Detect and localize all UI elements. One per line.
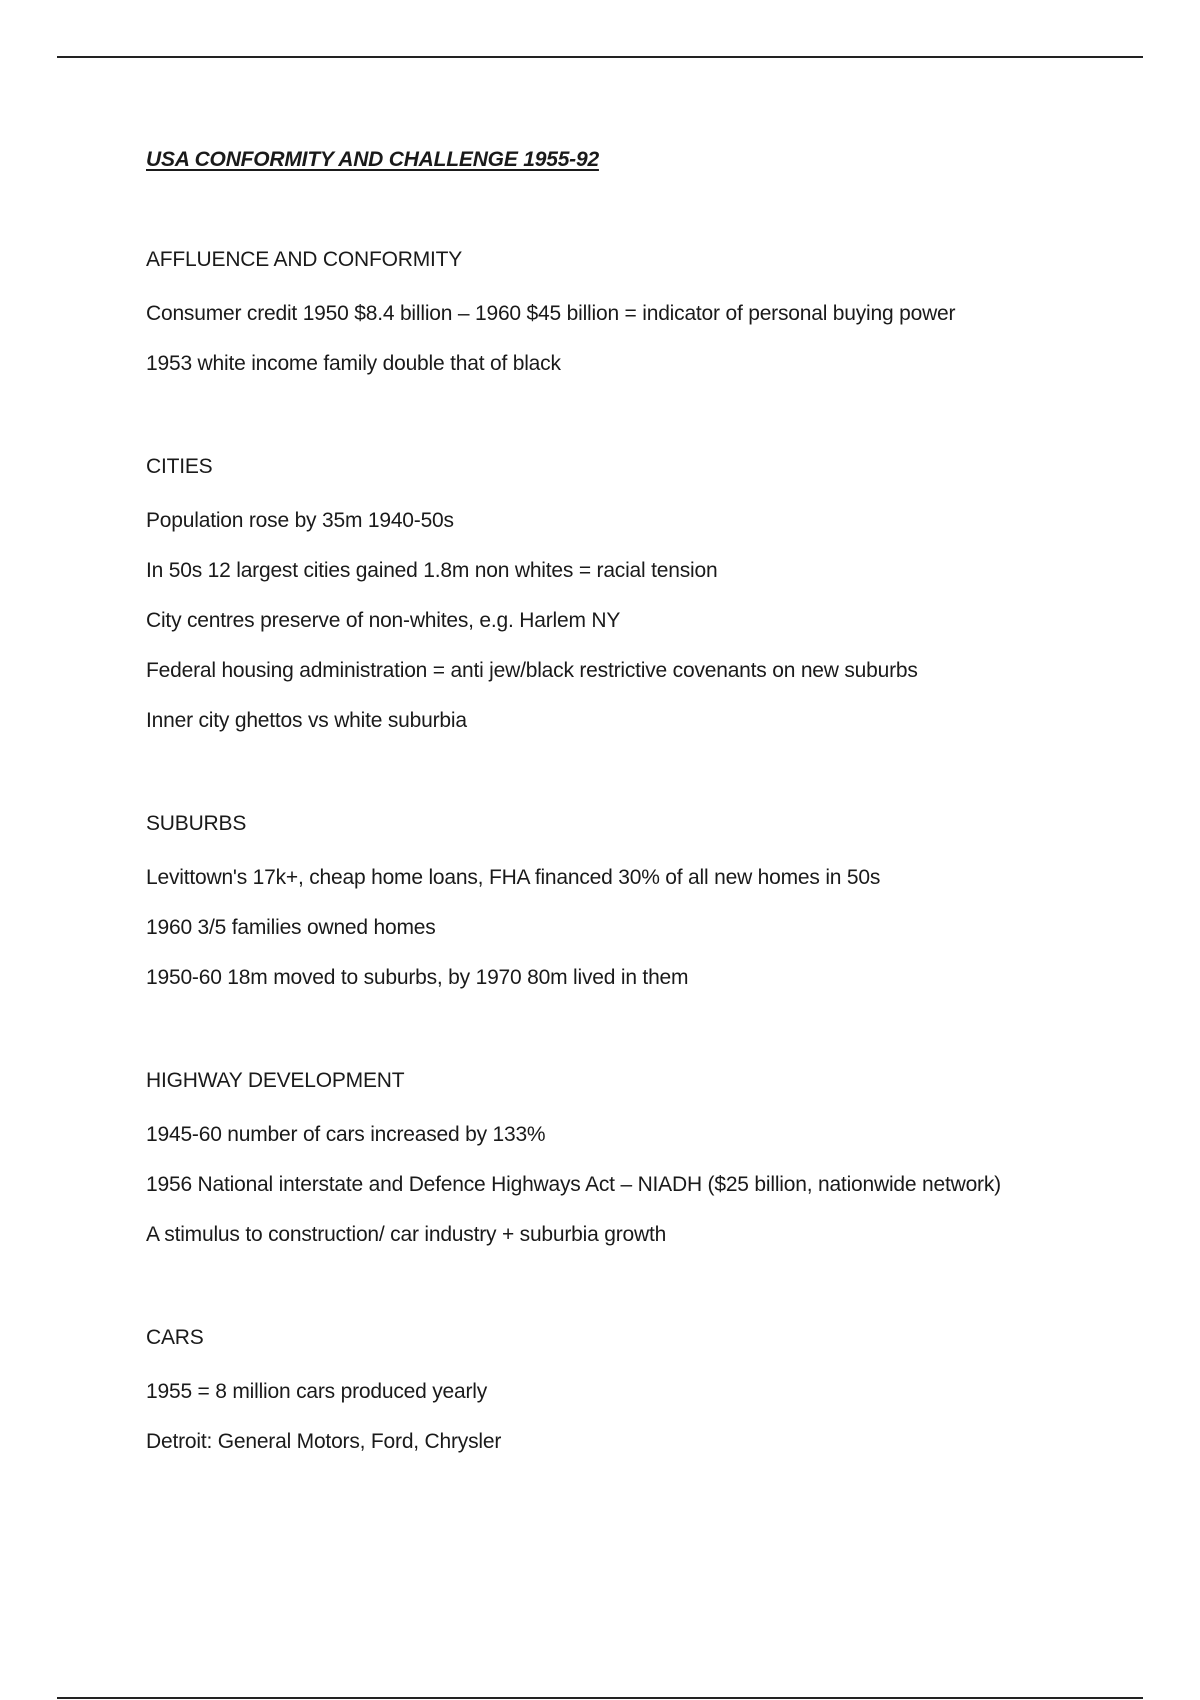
document-title: USA CONFORMITY AND CHALLENGE 1955-92 xyxy=(146,148,599,171)
section-heading: HIGHWAY DEVELOPMENT xyxy=(146,1069,405,1092)
section-heading: SUBURBS xyxy=(146,812,247,835)
section-heading: CARS xyxy=(146,1326,204,1349)
note-line: In 50s 12 largest cities gained 1.8m non whites = racial tension xyxy=(146,559,718,582)
page-top-rule xyxy=(57,56,1143,58)
note-line: A stimulus to construction/ car industry + suburbia growth xyxy=(146,1223,667,1246)
section-heading: CITIES xyxy=(146,455,213,478)
note-line: Population rose by 35m 1940-50s xyxy=(146,509,454,532)
section-heading: AFFLUENCE AND CONFORMITY xyxy=(146,248,463,271)
note-line: 1960 3/5 families owned homes xyxy=(146,916,436,939)
note-line: Federal housing administration = anti jew/black restrictive covenants on new suburbs xyxy=(146,659,918,682)
note-line: Inner city ghettos vs white suburbia xyxy=(146,709,467,732)
section-cities xyxy=(146,453,1046,738)
note-line: 1955 = 8 million cars produced yearly xyxy=(146,1380,488,1403)
note-line: Detroit: General Motors, Ford, Chrysler xyxy=(146,1430,502,1453)
page-bottom-rule xyxy=(57,1697,1143,1699)
note-line: Consumer credit 1950 $8.4 billion – 1960 $45 billion = indicator of personal buying power xyxy=(146,302,956,325)
note-line: 1956 National interstate and Defence Highways Act – NIADH ($25 billion, nationwide network) xyxy=(146,1173,1001,1196)
note-line: 1945-60 number of cars increased by 133% xyxy=(146,1123,546,1146)
section-highway-development xyxy=(146,1067,1046,1252)
note-line: 1950-60 18m moved to suburbs, by 1970 80m lived in them xyxy=(146,966,689,989)
section-suburbs xyxy=(146,810,1046,995)
note-line: City centres preserve of non-whites, e.g. Harlem NY xyxy=(146,609,621,632)
section-affluence-and-conformity xyxy=(146,246,1046,381)
document-body xyxy=(146,146,1046,1459)
section-cars xyxy=(146,1324,1046,1459)
note-line: 1953 white income family double that of black xyxy=(146,352,561,375)
note-line: Levittown's 17k+, cheap home loans, FHA financed 30% of all new homes in 50s xyxy=(146,866,881,889)
